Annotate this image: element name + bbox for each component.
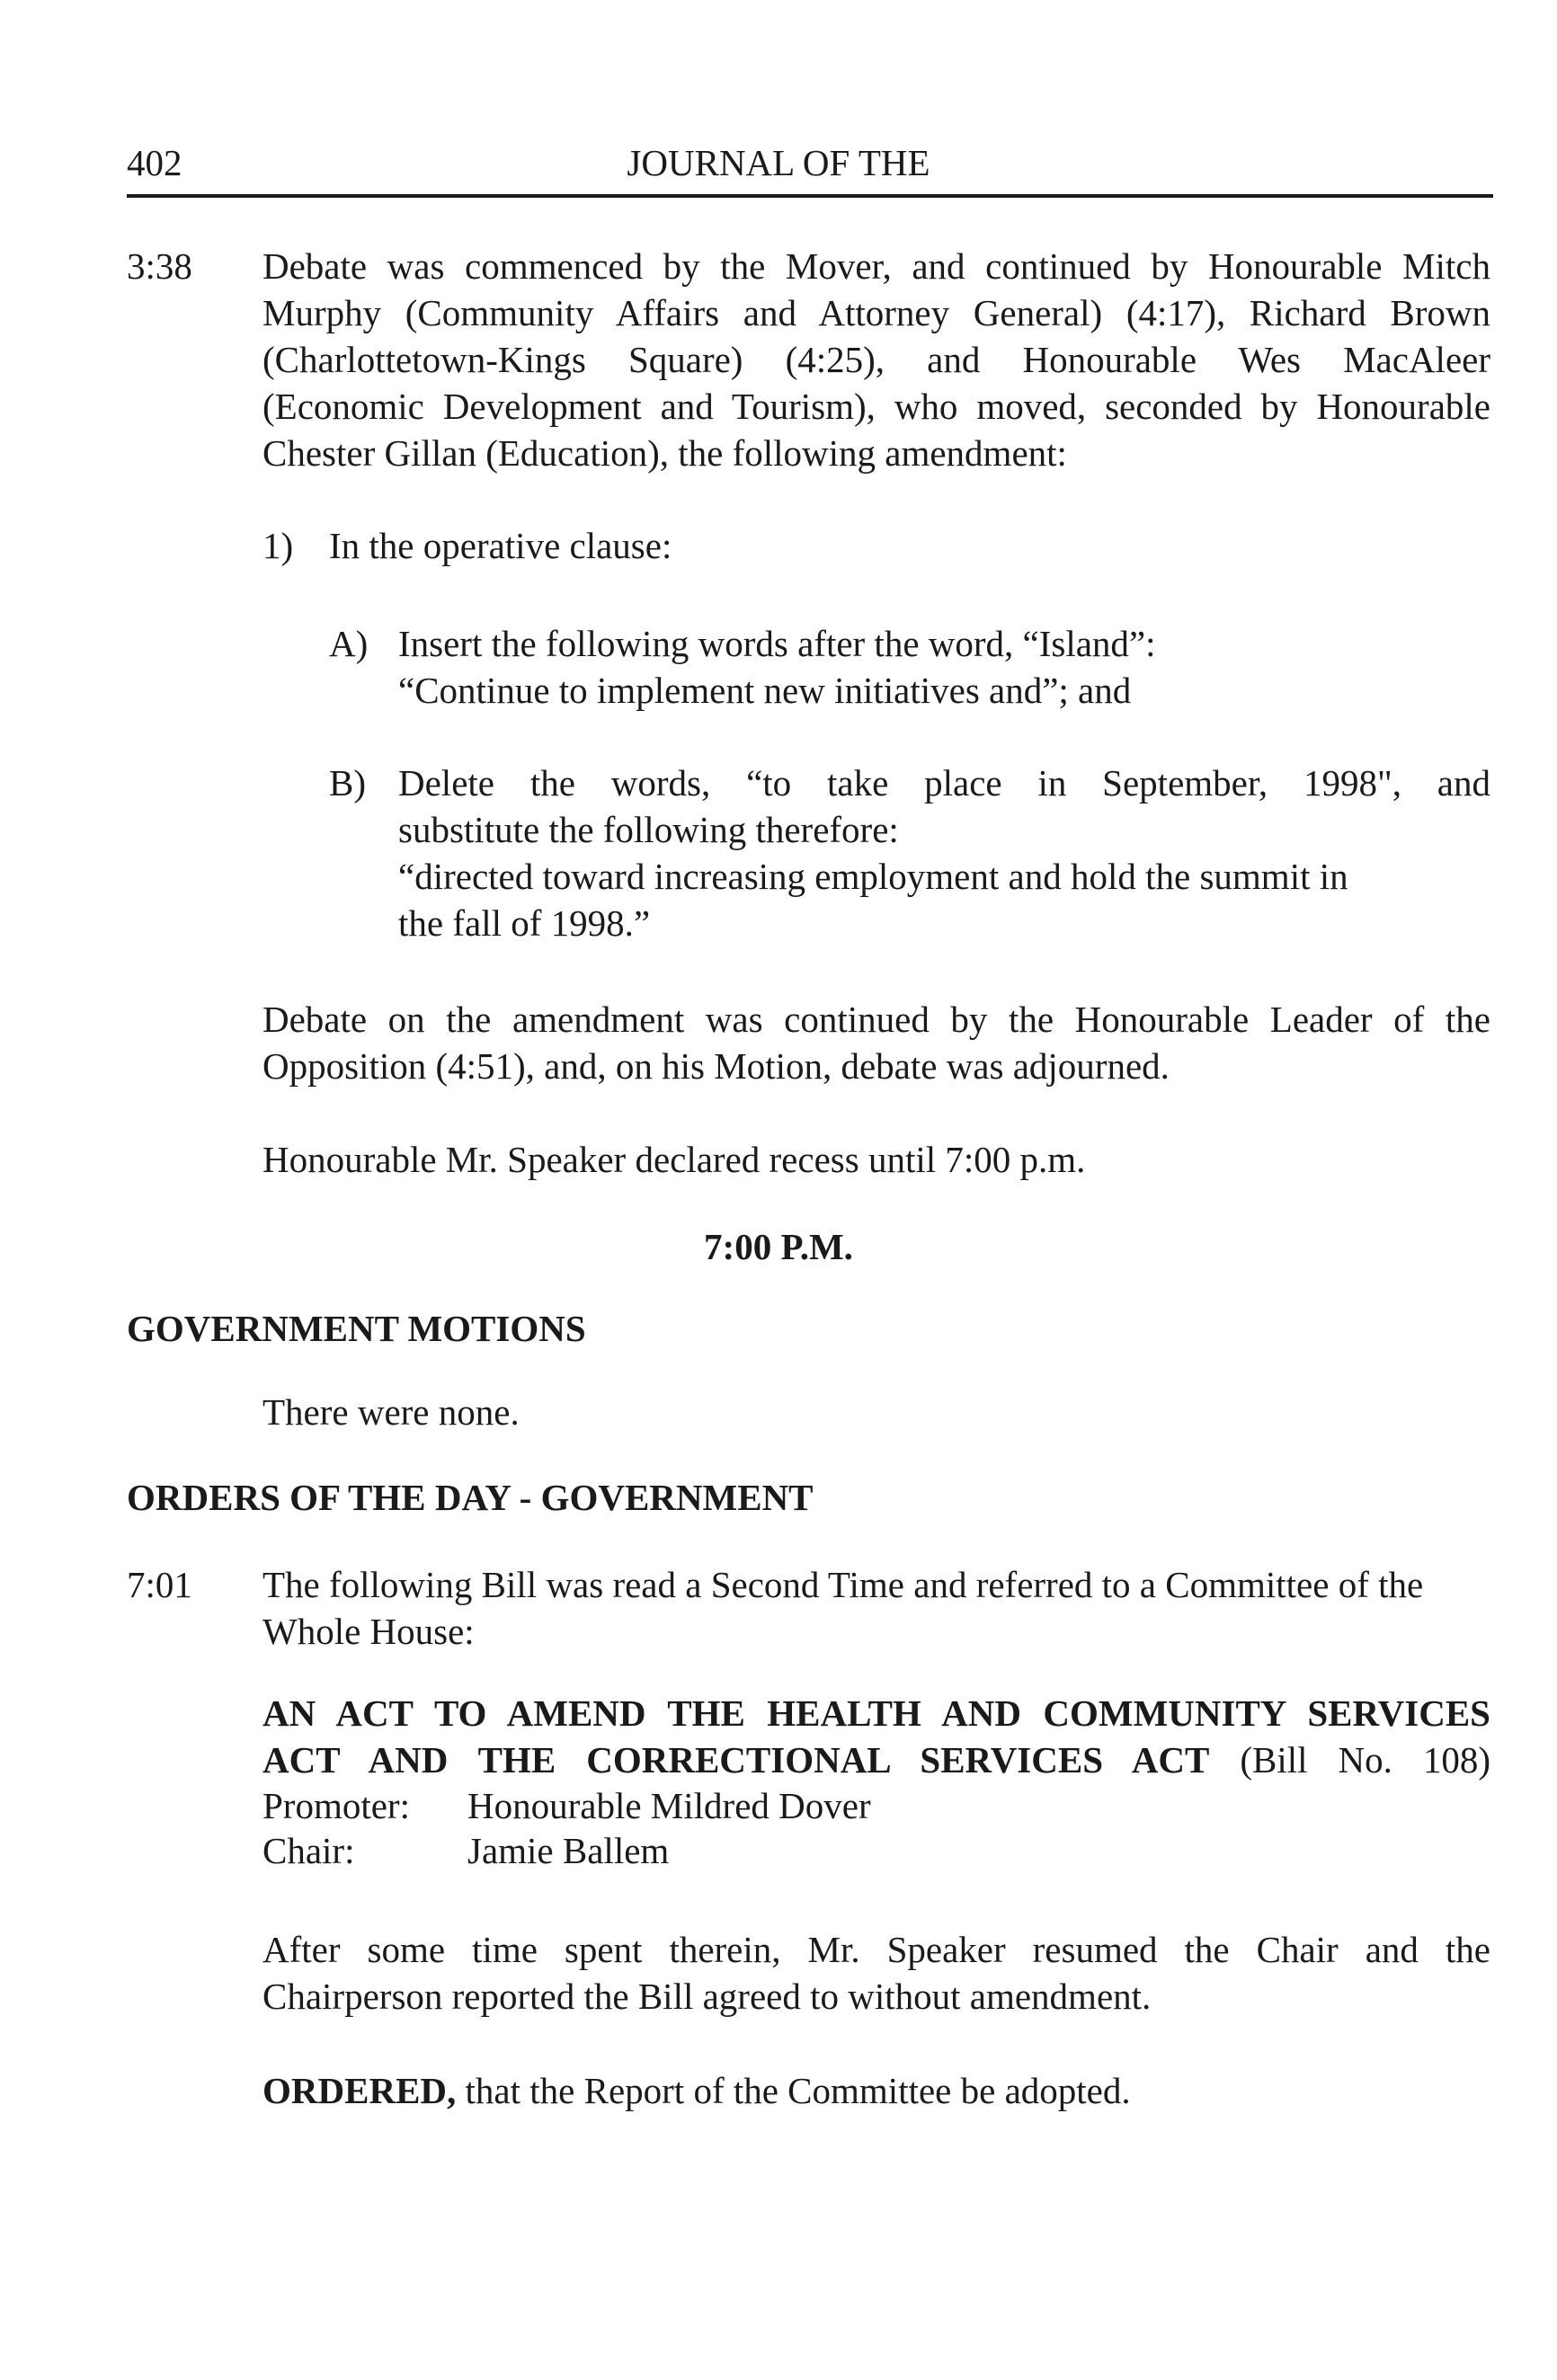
after-report-text [262, 1926, 1490, 2020]
entry-701-line: Whole House: [262, 1611, 475, 1652]
promoter-row [262, 1783, 1490, 1828]
amendment-marker-a: A) [329, 623, 369, 664]
amendment-b-line: substitute the following therefore: [398, 809, 899, 850]
amendment-b-line: the fall of 1998.” [398, 902, 651, 944]
bill-title-line: AN ACT TO AMEND THE HEALTH AND COMMUNITY SERVICES [262, 1692, 1490, 1734]
ordered-body: that the Report of the Committee be adopted. [456, 2070, 1131, 2111]
promoter-label: Promoter: [262, 1785, 410, 1826]
entry-338-text [262, 243, 1490, 476]
entry-338-line: (Charlottetown-Kings Square) (4:25), and Honourable Wes MacAleer [262, 339, 1490, 380]
header-rule [127, 194, 1493, 198]
evening-time-heading: 7:00 P.M. [704, 1226, 853, 1267]
entry-338-line: (Economic Development and Tourism), who moved, seconded by Honourable [262, 386, 1490, 427]
after-report-line: After some time spent therein, Mr. Speaker resumed the Chair and the [262, 1929, 1490, 1970]
government-motions-heading: GOVERNMENT MOTIONS [127, 1308, 586, 1349]
amendment-text-a [398, 620, 1490, 714]
entry-time-701: 7:01 [127, 1564, 192, 1605]
amendment-a-line: “Continue to implement new initiatives and”; and [398, 670, 1132, 711]
journal-title: JOURNAL OF THE [627, 142, 930, 183]
entry-338-line: Debate was commenced by the Mover, and continued by Honourable Mitch [262, 245, 1490, 287]
entry-time-338: 3:38 [127, 245, 192, 287]
entry-701-line: The following Bill was read a Second Time and referred to a Committee of the [262, 1564, 1424, 1605]
ordered-label: ORDERED, [262, 2070, 457, 2111]
promoter-value: Honourable Mildred Dover [467, 1785, 871, 1826]
government-motions-text: There were none. [262, 1391, 520, 1433]
after-report-line: Chairperson reported the Bill agreed to without amendment. [262, 1976, 1152, 2017]
amendment-text-1: In the operative clause: [329, 525, 672, 566]
bill-title-line [262, 1736, 1490, 1783]
bill-block [262, 1690, 1490, 1873]
debate-amendment-line: Opposition (4:51), and, on his Motion, debate was adjourned. [262, 1045, 1170, 1087]
amendment-marker-b: B) [329, 762, 366, 804]
entry-338-line: Murphy (Community Affairs and Attorney General) (4:17), Richard Brown [262, 292, 1490, 333]
amendment-b-line: “directed toward increasing employment and hold the summit in [398, 856, 1348, 897]
debate-amendment-line: Debate on the amendment was continued by the Honourable Leader of the [262, 999, 1490, 1040]
debate-amendment-text [262, 996, 1490, 1089]
amendment-text-b [398, 759, 1490, 946]
amendment-marker-1: 1) [262, 525, 294, 566]
bill-title-bold: ACT AND THE CORRECTIONAL SERVICES ACT [262, 1739, 1210, 1781]
entry-701-text [262, 1561, 1490, 1655]
chair-value: Jamie Ballem [467, 1830, 670, 1871]
chair-row [262, 1828, 1490, 1873]
recess-text: Honourable Mr. Speaker declared recess until 7:00 p.m. [262, 1139, 1086, 1180]
bill-number: (Bill No. 108) [1209, 1739, 1491, 1781]
chair-label: Chair: [262, 1830, 355, 1871]
amendment-b-line: Delete the words, “to take place in September, 1998", and [398, 762, 1490, 804]
amendment-a-line: Insert the following words after the word, “Island”: [398, 623, 1156, 664]
entry-338-line: Chester Gillan (Education), the following amendment: [262, 432, 1067, 474]
page-number: 402 [127, 142, 182, 183]
ordered-text [262, 2067, 1131, 2114]
orders-of-day-heading: ORDERS OF THE DAY - GOVERNMENT [127, 1477, 814, 1518]
